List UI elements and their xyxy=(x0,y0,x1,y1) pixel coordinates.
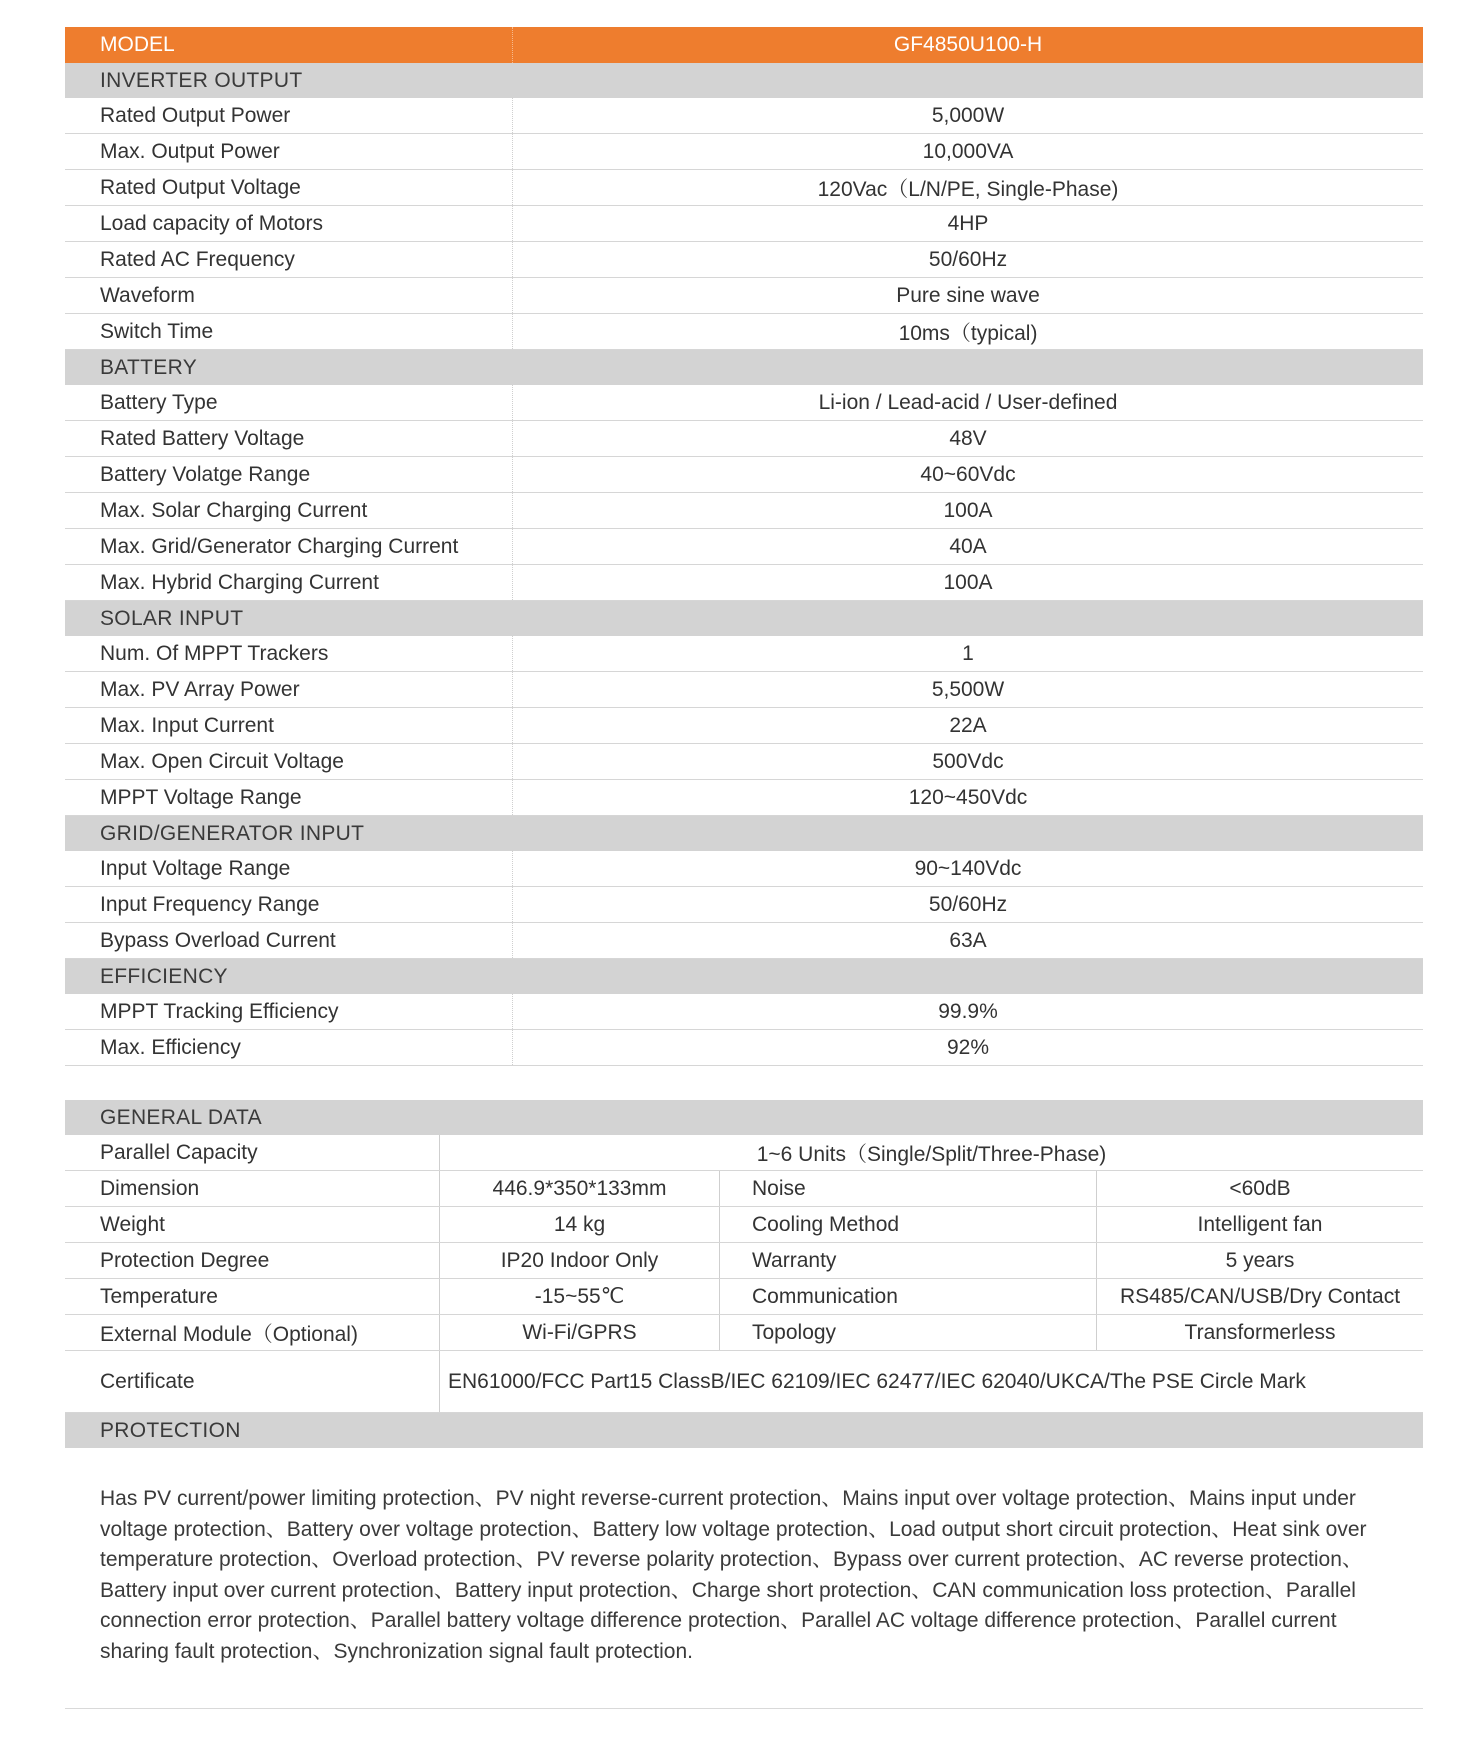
spec-value: 100A xyxy=(943,570,993,594)
spec-value: 4HP xyxy=(947,211,989,235)
spec-label: Bypass Overload Current xyxy=(65,923,513,958)
spec-row xyxy=(65,314,1423,350)
spec-row xyxy=(65,421,1423,457)
spec-row xyxy=(65,278,1423,314)
footer-divider xyxy=(65,1708,1423,1709)
spec-value: 10,000VA xyxy=(922,139,1014,163)
spec-value: 90~140Vdc xyxy=(914,856,1022,880)
spec-label: Max. Grid/Generator Charging Current xyxy=(65,529,513,564)
spec-row xyxy=(65,242,1423,278)
section-gap xyxy=(65,1066,1423,1100)
spec-value: 92% xyxy=(946,1035,990,1059)
spec-value: 100A xyxy=(943,498,993,522)
spec-label: Rated Battery Voltage xyxy=(65,421,513,456)
spec-label: Max. Open Circuit Voltage xyxy=(65,744,513,779)
spec-row xyxy=(65,457,1423,493)
section-title: INVERTER OUTPUT xyxy=(65,63,1423,98)
general-label: Parallel Capacity xyxy=(65,1135,440,1170)
protection-text: Has PV current/power limiting protection、PV night reverse-current protection、Mains input over voltage protection、Mains input under voltage protection、Battery over voltage protection、Battery low voltage protection、Load output short circuit protection、Heat sink over temperature protection、Overload protection、PV reverse polarity protection、Bypass over current protection、AC reverse protection、Battery input over current protection、Battery input protection、Charge short protection、CAN communication loss protection、Parallel connection error protection、Parallel battery voltage difference protection、Parallel AC voltage difference protection、Parallel current sharing fault protection、Synchronization signal fault protection. xyxy=(100,1487,1367,1663)
section-title-protection: PROTECTION xyxy=(65,1413,1423,1448)
spec-value: 22A xyxy=(949,713,987,737)
general-label: Topology xyxy=(720,1315,1097,1350)
spec-value: 99.9% xyxy=(938,999,998,1023)
spec-row xyxy=(65,134,1423,170)
spec-row xyxy=(65,565,1423,601)
spec-value: 1 xyxy=(962,641,974,665)
spec-value: 10ms（typical) xyxy=(898,321,1038,345)
general-row-certificate xyxy=(65,1351,1423,1413)
spec-row xyxy=(65,851,1423,887)
spec-row xyxy=(65,672,1423,708)
spec-value: Pure sine wave xyxy=(896,283,1040,307)
spec-row xyxy=(65,994,1423,1030)
spec-label: MPPT Tracking Efficiency xyxy=(65,994,513,1029)
spec-row xyxy=(65,206,1423,242)
general-label: Cooling Method xyxy=(720,1207,1097,1242)
spec-label: MPPT Voltage Range xyxy=(65,780,513,815)
spec-label: Max. Solar Charging Current xyxy=(65,493,513,528)
general-value: <60dB xyxy=(1229,1176,1291,1200)
general-label: Warranty xyxy=(720,1243,1097,1278)
general-value: 14 kg xyxy=(440,1207,720,1242)
spec-row xyxy=(65,170,1423,206)
section-title: GRID/GENERATOR INPUT xyxy=(65,816,1423,851)
general-value: Transformerless xyxy=(1184,1320,1336,1344)
spec-label: Max. Hybrid Charging Current xyxy=(65,565,513,600)
general-value: Intelligent fan xyxy=(1197,1212,1323,1236)
spec-row xyxy=(65,98,1423,134)
model-value: GF4850U100-H xyxy=(893,33,1043,56)
general-label: Noise xyxy=(720,1171,1097,1206)
spec-label: Waveform xyxy=(65,278,513,313)
spec-row xyxy=(65,744,1423,780)
spec-sections xyxy=(65,63,1423,1066)
section-title-general-data: GENERAL DATA xyxy=(65,1100,1423,1135)
spec-row xyxy=(65,529,1423,565)
spec-label: Rated Output Power xyxy=(65,98,513,133)
spec-value: 40A xyxy=(949,534,987,558)
general-row xyxy=(65,1171,1423,1207)
general-value: 446.9*350*133mm xyxy=(440,1171,720,1206)
spec-row xyxy=(65,1030,1423,1066)
general-label: Temperature xyxy=(65,1279,440,1314)
spec-row xyxy=(65,887,1423,923)
spec-value: Li-ion / Lead-acid / User-defined xyxy=(818,390,1118,414)
certificate-value: EN61000/FCC Part15 ClassB/IEC 62109/IEC 62477/IEC 62040/UKCA/The PSE Circle Mark xyxy=(448,1369,1306,1393)
spec-value: 40~60Vdc xyxy=(920,462,1016,486)
spec-row xyxy=(65,780,1423,816)
spec-value: 5,000W xyxy=(931,103,1005,127)
spec-label: Battery Volatge Range xyxy=(65,457,513,492)
spec-label: Input Voltage Range xyxy=(65,851,513,886)
model-label: MODEL xyxy=(65,27,513,63)
spec-label: Max. Input Current xyxy=(65,708,513,743)
general-label: Weight xyxy=(65,1207,440,1242)
general-row xyxy=(65,1207,1423,1243)
general-rows xyxy=(65,1171,1423,1351)
general-row-parallel xyxy=(65,1135,1423,1171)
general-label: Communication xyxy=(720,1279,1097,1314)
spec-row xyxy=(65,923,1423,959)
spec-label: Load capacity of Motors xyxy=(65,206,513,241)
spec-value: 50/60Hz xyxy=(928,247,1008,271)
spec-label: Switch Time xyxy=(65,314,513,349)
spec-label: Rated AC Frequency xyxy=(65,242,513,277)
spec-label: Max. Output Power xyxy=(65,134,513,169)
spec-row xyxy=(65,385,1423,421)
general-label: Dimension xyxy=(65,1171,440,1206)
general-value: IP20 Indoor Only xyxy=(440,1243,720,1278)
general-value: -15~55℃ xyxy=(440,1279,720,1314)
spec-label: Rated Output Voltage xyxy=(65,170,513,205)
spec-label: Max. Efficiency xyxy=(65,1030,513,1065)
spec-row xyxy=(65,708,1423,744)
general-label: Protection Degree xyxy=(65,1243,440,1278)
spec-value: 5,500W xyxy=(931,677,1005,701)
spec-value: 63A xyxy=(949,928,987,952)
spec-value: 120Vac（L/N/PE, Single-Phase) xyxy=(817,177,1119,201)
spec-row xyxy=(65,493,1423,529)
spec-value: 500Vdc xyxy=(932,749,1004,773)
general-value: 5 years xyxy=(1225,1248,1295,1272)
general-value: Wi-Fi/GPRS xyxy=(440,1315,720,1350)
general-label: External Module（Optional) xyxy=(65,1315,440,1350)
general-row xyxy=(65,1315,1423,1351)
spec-value: 50/60Hz xyxy=(928,892,1008,916)
spec-label: Max. PV Array Power xyxy=(65,672,513,707)
section-title: SOLAR INPUT xyxy=(65,601,1423,636)
section-title: EFFICIENCY xyxy=(65,959,1423,994)
certificate-label: Certificate xyxy=(65,1351,440,1412)
general-value: RS485/CAN/USB/Dry Contact xyxy=(1119,1284,1401,1308)
spec-value: 120~450Vdc xyxy=(908,785,1028,809)
spec-label: Num. Of MPPT Trackers xyxy=(65,636,513,671)
model-header-row xyxy=(65,27,1423,63)
spec-label: Battery Type xyxy=(65,385,513,420)
spec-row xyxy=(65,636,1423,672)
general-row xyxy=(65,1243,1423,1279)
general-row xyxy=(65,1279,1423,1315)
spec-sheet xyxy=(65,27,1423,1667)
spec-label: Input Frequency Range xyxy=(65,887,513,922)
general-value: 1~6 Units（Single/Split/Three-Phase) xyxy=(756,1142,1107,1166)
spec-value: 48V xyxy=(949,426,987,450)
section-title: BATTERY xyxy=(65,350,1423,385)
